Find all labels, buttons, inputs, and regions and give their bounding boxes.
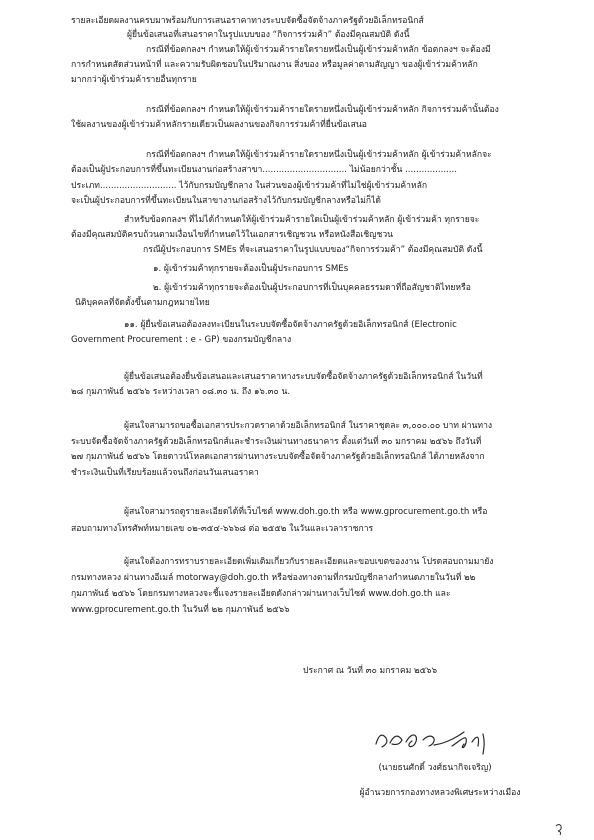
text-line: จะเป็นผู้ประกอบการที่ขึ้นทะเบียนในสาขางานก่อสร้างไว้กับกรมบัญชีกลางหรือไม่ก็ได้ [71,196,382,206]
text-line: นิติบุคคลที่จัดตั้งขึ้นตามกฎหมายไทย [75,298,210,308]
text-line: ต้องมีคุณสมบัติครบถ้วนตามเงื่อนไขที่กำหนดไว้ในเอกสารเชิญชวน หรือหนังสือเชิญชวน [71,230,394,240]
page-mark [554,822,566,836]
text-line: ต้องเป็นผู้ประกอบการที่ขึ้นทะเบียนงานก่อสร้างสาขา............................... ไม่น้อยกว่าชั้น ................... [71,165,457,175]
text-line: ระบบจัดซื้อจัดจ้างภาครัฐด้วยอิเล็กทรอนิกส์และชำระเงินผ่านทางธนาคาร ตั้งแต่วันที่ ๓๐ มกราคม ๒๕๖๖ ถึงวันที่ [71,437,482,447]
text-line: ผู้ยื่นข้อเสนอต้องยื่นข้อเสนอและเสนอราคาทางระบบจัดซื้อจัดจ้างภาครัฐด้วยอิเล็กทรอนิกส์ ในวันที่ [124,372,483,382]
text-line: ผู้สนใจสามารถดูรายละเอียดได้ที่เว็บไซต์ www.doh.go.th หรือ www.gprocurement.go.th หรือ [124,507,488,517]
text-line: กรณีที่ข้อตกลงฯ กำหนดให้ผู้เข้าร่วมค้ารายใดรายหนึ่งเป็นผู้เข้าร่วมค้าหลัก ข้อตกลงฯ จะต้องมี [146,45,491,55]
text-line: รายละเอียดผลงานครบมาพร้อมกับการเสนอราคาทางระบบจัดซื้อจัดจ้างภาครัฐด้วยอิเล็กทรอนิกส์ [71,16,424,26]
text-line: www.gprocurement.go.th ในวันที่ ๒๒ กุมภาพันธ์ ๒๕๖๖ [71,605,290,615]
text-line: Government Procurement : e - GP) ของกรมบัญชีกลาง [71,335,292,345]
text-line: กรณีที่ข้อตกลงฯ กำหนดให้ผู้เข้าร่วมค้ารายใดรายหนึ่งเป็นผู้เข้าร่วมค้าหลัก กิจการร่วมค้านั้นต้อง [146,105,499,115]
text-line: สำหรับข้อตกลงฯ ที่ไม่ได้กำหนดให้ผู้เข้าร่วมค้ารายใดเป็นผู้เข้าร่วมค้าหลัก ผู้เข้าร่วมค้า ทุกรายจะ [124,215,480,225]
text-line: ผู้สนใจต้องการทราบรายละเอียดเพิ่มเติมเกี่ยวกับรายละเอียดและขอบเขตของงาน โปรดสอบถามมายัง [124,557,494,567]
text-line: ใช้ผลงานของผู้เข้าร่วมค้าหลักรายเดียวเป็นผลงานของกิจการร่วมค้าที่ยื่นข้อเสนอ [71,120,367,130]
text-line: การกำหนดสัดส่วนหน้าที่ และความรับผิดชอบในปริมาณงาน สิ่งของ หรือมูลค่าตามสัญญา ของผู้เข้าร่วมค้าหลัก [71,60,478,70]
text-line: ผู้สนใจสามารถขอซื้อเอกสารประกวดราคาด้วยอิเล็กทรอนิกส์ ในราคาชุดละ ๓,๐๐๐.๐๐ บาท ผ่านทาง [124,421,493,431]
text-line: มากกว่าผู้เข้าร่วมค้ารายอื่นทุกราย [71,75,197,85]
text-line: ประเภท............................ ไว้กับกรมบัญชีกลาง ในส่วนของผู้เข้าร่วมค้าที่ไม่ใช่ผู้เข้าร่วมค้าหลัก [71,181,428,191]
text-line: ๒. ผู้เข้าร่วมค้าทุกรายจะต้องเป็นผู้ประกอบการที่เป็นบุคคลธรรมดาที่ถือสัญชาติไทยหรือ [153,283,471,293]
text-line: สอบถามทางโทรศัพท์หมายเลข ๐๒-๓๕๔-๖๖๖๘ ต่อ ๒๕๕๒ ในวันและเวลาราชการ [71,524,374,534]
signer-position: ผู้อำนวยการกองทางหลวงพิเศษระหว่างเมือง [359,788,521,798]
text-line: ๒๗ กุมภาพันธ์ ๒๕๖๖ โดยดาวน์โหลดเอกสารผ่านทางระบบจัดซื้อจัดจ้างภาครัฐด้วยอิเล็กทรอนิกส์ ได้ภายหลังจาก [71,452,485,462]
announcement-date: ประกาศ ณ วันที่ ๓๐ มกราคม ๒๕๖๖ [303,666,438,676]
text-line: ๒๘ กุมภาพันธ์ ๒๕๖๖ ระหว่างเวลา ๐๘.๓๐ น. ถึง ๑๖.๓๐ น. [71,387,291,397]
text-line: กุมภาพันธ์ ๒๕๖๖ โดยกรมทางหลวงจะชี้แจงรายละเอียดดังกล่าวผ่านทางเว็บไซต์ www.doh.go.th และ [71,589,451,599]
text-line: ผู้ยื่นข้อเสนอที่เสนอราคาในรูปแบบของ “กิจการร่วมค้า” ต้องมีคุณสมบัติ ดังนี้ [127,30,410,40]
text-line: กรณีที่ข้อตกลงฯ กำหนดให้ผู้เข้าร่วมค้ารายใดรายหนึ่งเป็นผู้เข้าร่วมค้าหลัก ผู้เข้าร่วมค้าหลักจะ [146,150,492,160]
text-line: กรณีผู้ประกอบการ SMEs ที่จะเสนอราคาในรูปแบบของ“กิจการร่วมค้า” ต้องมีคุณสมบัติ ดังนี้ [143,245,483,255]
text-line: กรมทางหลวง ผ่านทางอีเมล์ motorway@doh.go.th หรือช่องทางตามที่กรมบัญชีกลางกำหนดภายในวันที่ ๒๒ [71,573,476,583]
text-line: ๑๑. ผู้ยื่นข้อเสนอต้องลงทะเบียนในระบบจัดซื้อจัดจ้างภาครัฐด้วยอิเล็กทรอนิกส์ (Electronic [124,320,457,330]
text-line: ๑. ผู้เข้าร่วมค้าทุกรายจะต้องเป็นผู้ประกอบการ SMEs [153,264,349,274]
signer-name: (นายธนศักดิ์ วงศ์ธนากิจเจริญ) [378,763,492,773]
signature [368,724,503,758]
text-line: ชำระเงินเป็นที่เรียบร้อยแล้วจนถึงก่อนวันเสนอราคา [71,468,259,478]
